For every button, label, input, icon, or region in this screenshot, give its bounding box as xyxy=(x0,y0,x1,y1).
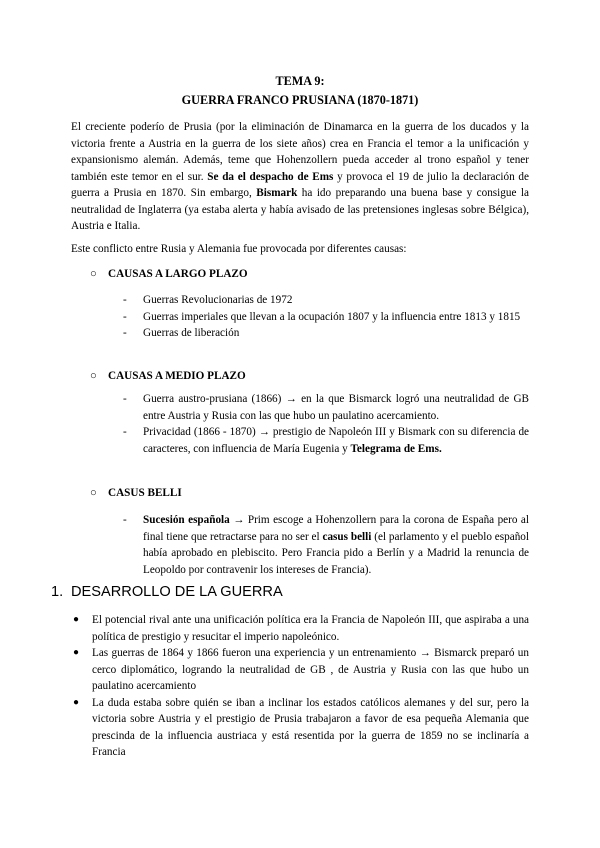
title-line-1: TEMA 9: xyxy=(275,74,325,88)
heading-causas-largo-plazo xyxy=(90,266,248,283)
causes-intro-paragraph: Este conflicto entre Rusia y Alemania fue provocada por diferentes causas: xyxy=(71,243,407,255)
list-causas-largo-plazo xyxy=(121,292,529,342)
list-item xyxy=(121,512,529,578)
dash-bullet-icon: - xyxy=(123,310,127,323)
heading-text: CASUS BELLI xyxy=(108,487,182,499)
list-item-text: Guerras Revolucionarias de 1972 xyxy=(143,294,293,306)
list-casus-belli xyxy=(121,512,529,578)
dash-bullet-icon: - xyxy=(123,294,127,306)
title-line-2: GUERRA FRANCO PRUSIANA (1870-1871) xyxy=(181,93,419,107)
heading-casus-belli xyxy=(90,485,182,502)
bullet-dot-icon: ● xyxy=(73,614,80,625)
list-item xyxy=(121,292,529,309)
list-item xyxy=(121,325,529,342)
dash-bullet-icon: - xyxy=(123,514,127,526)
bullet-dot-icon: ● xyxy=(73,696,80,708)
bold-telegrama-ems: Telegrama de Ems. xyxy=(350,442,442,455)
circle-bullet-icon: ○ xyxy=(90,370,97,382)
list-item xyxy=(73,695,529,761)
list-item-text: Guerras imperiales que llevan a la ocupación 1807 y la influencia entre 1813 y 1815 xyxy=(143,310,521,323)
heading-causas-medio-plazo xyxy=(90,368,246,385)
dash-bullet-icon: - xyxy=(123,426,127,438)
list-item-text: Las guerras de 1864 y 1866 fueron una experiencia y un entrenamiento → Bismarck preparó un cerco diplomático, logrando la neutralidad de GB , de Austria y Rusia con las que hubo un paulatino acercamiento xyxy=(92,647,529,692)
list-item-text: → Prim escoge a Hohenzollern para la corona de España pero al final tiene que retractarse para no ser el xyxy=(143,514,529,543)
bold-casus-belli: casus belli xyxy=(322,530,372,543)
intro-text-c: y provoca el 19 de julio la declaración de guerra a Prusia en 1870. Sin embargo, xyxy=(71,170,529,199)
heading-text: CAUSAS A MEDIO PLAZO xyxy=(108,370,246,382)
intro-paragraph xyxy=(71,119,529,235)
list-desarrollo-guerra xyxy=(73,612,529,761)
list-item xyxy=(121,309,529,326)
section-number: 1. xyxy=(51,584,64,600)
intro-text-a: El creciente poderío de Prusia (por la eliminación de Dinamarca en la guerra de los ducados y la victoria frente a Austria en la guerra de los siete años) crea en Francia el temor a la unificación y expansionismo alemán. Además, teme que Hohenzollern pueda acceder al trono español y tener también este temor en el sur. xyxy=(71,121,529,183)
list-item xyxy=(121,424,529,457)
bold-sucesion-espanola: Sucesión española xyxy=(143,514,230,526)
circle-bullet-icon: ○ xyxy=(90,268,97,280)
list-causas-medio-plazo xyxy=(121,391,529,457)
heading-text: CAUSAS A LARGO PLAZO xyxy=(108,268,248,280)
intro-text-e: ha ido preparando una buena base y consigue la neutralidad de Inglaterra (ya estaba alerta y había avisado de las pretensiones inglesas sobre Bélgica), Austria e Italia. xyxy=(71,187,529,232)
list-item-text: El potencial rival ante una unificación política era la Francia de Napoleón III, que aspiraba a una política de prestigio y resucitar el imperio napoleónico. xyxy=(92,614,529,643)
dash-bullet-icon: - xyxy=(123,327,127,339)
intro-bold-bismark: Bismark xyxy=(256,187,298,199)
intro-bold-despacho-ems: Se da el despacho de Ems xyxy=(207,170,334,183)
list-item xyxy=(73,645,529,695)
section-heading-text: DESARROLLO DE LA GUERRA xyxy=(71,584,283,600)
list-item-text: Privacidad (1866 - 1870) → prestigio de Napoleón III y Bismark con su diferencia de caracteres, con influencia de María Eugenia y xyxy=(143,426,529,455)
section-heading-desarrollo xyxy=(51,584,283,601)
list-item-text: La duda estaba sobre quién se iban a inclinar los estados católicos alemanes y del sur, pero la victoria sobre Austria y el prestigio de Prusia trabajaron a favor de esa pequeña Alemania que prescinda de la influencia austriaca y está resentida por la guerra de 1859 no se inclinaría a Francia xyxy=(92,696,529,758)
list-item-text: (el parlamento y el pueblo español había aprobado en plebiscito. Pero Francia pido a Berlín y a Madrid la renuncia de Leopoldo por contravenir los intereses de Francia). xyxy=(143,530,529,576)
bullet-dot-icon: ● xyxy=(73,647,80,658)
circle-bullet-icon: ○ xyxy=(90,487,97,499)
dash-bullet-icon: - xyxy=(123,393,127,405)
list-item-text: Guerras de liberación xyxy=(143,327,240,339)
list-item-text: Guerra austro-prusiana (1866) → en la que Bismarck logró una neutralidad de GB entre Austria y Rusia con las que hubo un paulatino acercamiento. xyxy=(143,393,529,422)
list-item xyxy=(73,612,529,645)
list-item xyxy=(121,391,529,424)
